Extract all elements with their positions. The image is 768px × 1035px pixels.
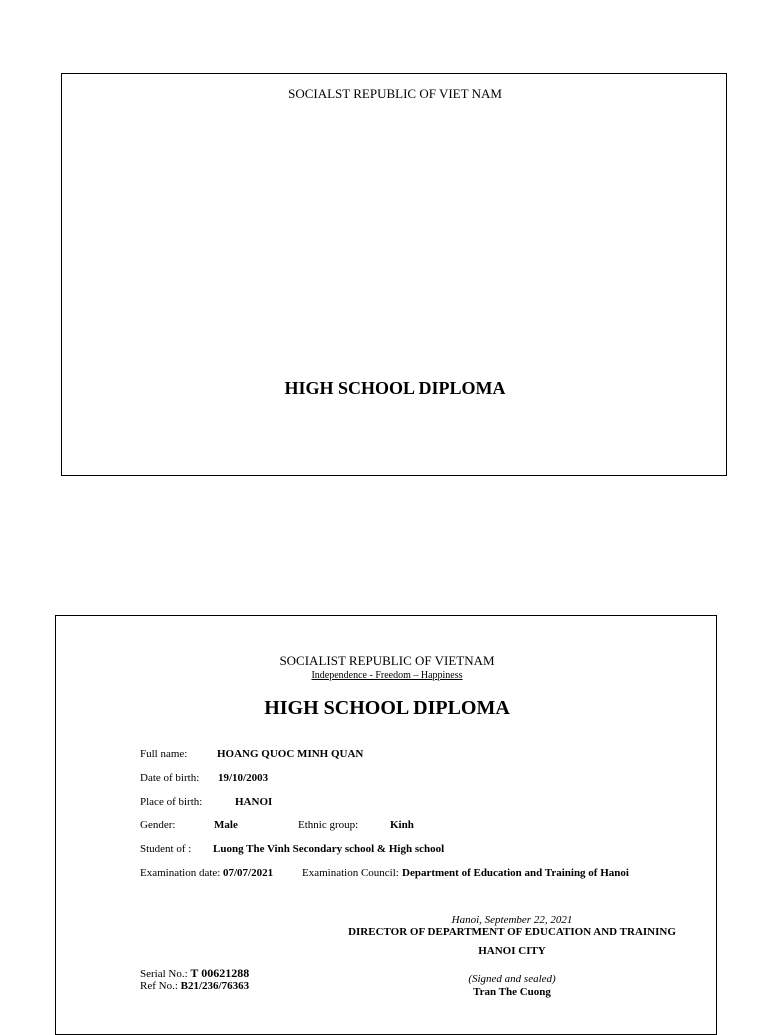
exam-council-value: Department of Education and Training of Hanoi <box>402 867 629 879</box>
cover-title: HIGH SCHOOL DIPLOMA <box>284 378 506 398</box>
signature-place-date: Hanoi, September 22, 2021 <box>451 914 573 926</box>
exam-council-label: Examination Council: <box>302 867 399 879</box>
exam-date-value: 07/07/2021 <box>223 867 274 879</box>
gender-label: Gender: <box>140 819 176 831</box>
serial-value: T 00621288 <box>190 966 250 980</box>
full-name-value: HOANG QUOC MINH QUAN <box>217 748 364 760</box>
ref-value: B21/236/76363 <box>180 980 250 992</box>
student-value: Luong The Vinh Secondary school & High school <box>213 843 445 855</box>
signature-note: (Signed and sealed) <box>468 973 556 985</box>
student-label: Student of : <box>140 843 192 855</box>
inner-motto: Independence - Freedom – Happiness <box>311 670 463 681</box>
ref-line <box>140 980 249 992</box>
ethnic-value: Kinh <box>390 819 414 831</box>
diploma-cover-panel <box>61 73 727 476</box>
serial-line <box>140 966 249 981</box>
inner-country-heading: SOCIALIST REPUBLIC OF VIETNAM <box>279 653 495 668</box>
dob-value: 19/10/2003 <box>218 772 269 784</box>
full-name-label: Full name: <box>140 748 188 760</box>
dob-label: Date of birth: <box>140 772 200 784</box>
serial-label: Serial No.: <box>140 968 188 980</box>
pob-value: HANOI <box>235 796 273 808</box>
ref-label: Ref No.: <box>140 980 178 992</box>
gender-value: Male <box>214 819 238 831</box>
inner-title: HIGH SCHOOL DIPLOMA <box>264 697 510 719</box>
signer-name: Tran The Cuong <box>473 986 551 998</box>
cover-country-heading: SOCIALST REPUBLIC OF VIET NAM <box>288 86 502 101</box>
signature-position-line1: DIRECTOR OF DEPARTMENT OF EDUCATION AND TRAINING <box>348 926 676 938</box>
diploma-inner-panel <box>55 615 717 1035</box>
signature-position-line2: HANOI CITY <box>478 945 546 957</box>
pob-label: Place of birth: <box>140 796 203 808</box>
ethnic-label: Ethnic group: <box>298 819 359 831</box>
exam-date-label: Examination date: <box>140 867 221 879</box>
